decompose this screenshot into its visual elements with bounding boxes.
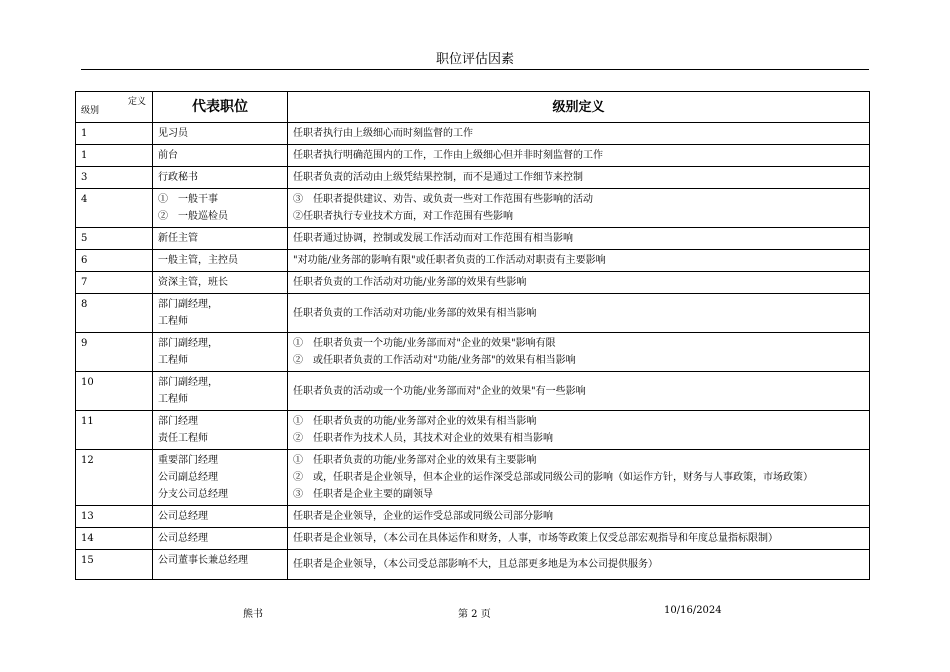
- position-text: ① 一般干事: [158, 194, 218, 205]
- table-row: [76, 228, 870, 250]
- level-cell: 11: [76, 411, 153, 450]
- definition-cell: [288, 250, 870, 272]
- footer-date: 10/16/2024: [664, 605, 722, 616]
- definition-cell: [288, 411, 870, 450]
- table-row: [76, 123, 870, 145]
- definition-cell: [288, 228, 870, 250]
- table-row: [76, 189, 870, 228]
- level-cell: 8: [76, 294, 153, 333]
- definition-text: 任职者是企业领导，（本公司受总部影响不大，且总部更多地是为本公司提供服务）: [293, 559, 658, 570]
- level-cell: 12: [76, 450, 153, 506]
- page-title: 职位评估因素: [435, 52, 514, 67]
- position-cell: [153, 450, 288, 506]
- definition-cell: [288, 528, 870, 550]
- position-text: 资深主管，班长: [158, 277, 228, 288]
- definition-text: ② 任职者作为技术人员，其技术对企业的效果有相当影响: [293, 433, 553, 444]
- table-row: [76, 450, 870, 506]
- position-cell: [153, 228, 288, 250]
- definition-text: 任职者是企业领导，（本公司在具体运作和财务，人事，市场等政策上仅受总部宏观指导和年度总量指标限制）: [293, 533, 778, 544]
- definition-text: "对功能/业务部的影响有限"或任职者负责的工作活动对职责有主要影响: [293, 255, 606, 266]
- level-cell: 6: [76, 250, 153, 272]
- position-text: 部门经理: [158, 416, 198, 427]
- level-cell: 15: [76, 550, 153, 580]
- corner-definition-label: 定义: [127, 97, 146, 107]
- position-text: 新任主管: [158, 233, 198, 244]
- position-cell: [153, 145, 288, 167]
- level-cell: 5: [76, 228, 153, 250]
- table-row: [76, 506, 870, 528]
- position-cell: [153, 189, 288, 228]
- footer-author: 熊书: [243, 609, 263, 620]
- corner-level-label: 级别: [81, 106, 100, 116]
- level-cell: 14: [76, 528, 153, 550]
- position-text: 见习员: [158, 128, 188, 139]
- definition-text: ① 任职者负责的功能/业务部对企业的效果有相当影响: [293, 416, 537, 427]
- level-cell: 1: [76, 123, 153, 145]
- position-text: 部门副经理，: [158, 377, 218, 388]
- definition-text: 任职者负责的活动由上级凭结果控制，而不是通过工作细节来控制: [293, 172, 583, 183]
- definition-cell: [288, 372, 870, 411]
- definition-text: 任职者是企业领导，企业的运作受总部或同级公司部分影响: [293, 511, 553, 522]
- definition-cell: [288, 294, 870, 333]
- position-cell: [153, 550, 288, 580]
- footer-page-number: 第 2 页: [458, 609, 491, 620]
- position-text: 工程师: [158, 355, 188, 366]
- position-text: 公司董事长兼总经理: [158, 555, 248, 566]
- level-cell: 10: [76, 372, 153, 411]
- position-text: 责任工程师: [158, 433, 208, 444]
- position-text: 一般主管，主控员: [158, 255, 238, 266]
- definition-text: ① 任职者负责一个功能/业务部而对"企业的效果"影响有限: [293, 338, 556, 349]
- table-row: [76, 372, 870, 411]
- definition-text: 任职者通过协调，控制或发展工作活动而对工作范围有相当影响: [293, 233, 573, 244]
- definition-cell: [288, 333, 870, 372]
- table-row: [76, 145, 870, 167]
- position-text: 重要部门经理: [158, 455, 218, 466]
- definition-text: ② 或，任职者是企业领导，但本企业的运作深受总部或同级公司的影响（如运作方针，财务与人事政策，市场政策）: [293, 472, 813, 483]
- table-row: [76, 550, 870, 580]
- definition-text: ③ 任职者是企业主要的副领导: [293, 489, 433, 500]
- definition-text: 任职者负责的工作活动对功能/业务部的效果有些影响: [293, 277, 527, 288]
- definition-text: 任职者负责的活动或一个功能/业务部而对"企业的效果"有一些影响: [293, 385, 586, 397]
- position-text: 公司总经理: [158, 511, 208, 522]
- definition-cell: [288, 272, 870, 294]
- level-cell: 7: [76, 272, 153, 294]
- table-row: [76, 333, 870, 372]
- level-cell: 4: [76, 189, 153, 228]
- table-row: [76, 411, 870, 450]
- position-text: 公司副总经理: [158, 472, 218, 483]
- position-cell: [153, 250, 288, 272]
- definition-text: ① 任职者负责的功能/业务部对企业的效果有主要影响: [293, 455, 537, 466]
- definition-cell: [288, 506, 870, 528]
- definition-cell: [288, 189, 870, 228]
- position-text: 行政秘书: [158, 172, 198, 183]
- table-header-row: [76, 92, 870, 123]
- header-definition: 级别定义: [288, 92, 870, 123]
- position-text: ② 一般巡检员: [158, 211, 228, 222]
- position-cell: [153, 333, 288, 372]
- position-text: 公司总经理: [158, 533, 208, 544]
- table-row: [76, 528, 870, 550]
- level-cell: 1: [76, 145, 153, 167]
- position-cell: [153, 372, 288, 411]
- position-cell: [153, 294, 288, 333]
- table-row: [76, 272, 870, 294]
- header-position: 代表职位: [153, 92, 288, 123]
- definition-text: 任职者执行由上级细心而时刻监督的工作: [293, 128, 473, 139]
- definition-text: ② 或任职者负责的工作活动对"功能/业务部"的效果有相当影响: [293, 355, 576, 366]
- position-cell: [153, 272, 288, 294]
- position-cell: [153, 123, 288, 145]
- definition-cell: [288, 167, 870, 189]
- job-evaluation-table: [75, 91, 870, 580]
- table-row: [76, 167, 870, 189]
- definition-text: ②任职者执行专业技术方面，对工作范围有些影响: [293, 211, 513, 222]
- level-cell: 3: [76, 167, 153, 189]
- definition-cell: [288, 550, 870, 580]
- position-text: 前台: [158, 150, 178, 161]
- header-corner-cell: [76, 92, 153, 123]
- position-text: 工程师: [158, 316, 188, 327]
- position-cell: [153, 411, 288, 450]
- position-cell: [153, 528, 288, 550]
- definition-text: 任职者负责的工作活动对功能/业务部的效果有相当影响: [293, 307, 537, 319]
- definition-cell: [288, 123, 870, 145]
- position-text: 部门副经理，: [158, 299, 218, 310]
- table-row: [76, 294, 870, 333]
- definition-text: ③ 任职者提供建议、劝告、或负责一些对工作范围有些影响的活动: [293, 194, 593, 205]
- definition-text: 任职者执行明确范围内的工作，工作由上级细心但并非时刻监督的工作: [293, 150, 603, 161]
- level-cell: 13: [76, 506, 153, 528]
- definition-cell: [288, 450, 870, 506]
- position-cell: [153, 167, 288, 189]
- definition-cell: [288, 145, 870, 167]
- position-text: 分支公司总经理: [158, 489, 228, 500]
- header-rule: [81, 69, 869, 70]
- position-text: 部门副经理，: [158, 338, 218, 349]
- level-cell: 9: [76, 333, 153, 372]
- table-row: [76, 250, 870, 272]
- position-cell: [153, 506, 288, 528]
- position-text: 工程师: [158, 394, 188, 405]
